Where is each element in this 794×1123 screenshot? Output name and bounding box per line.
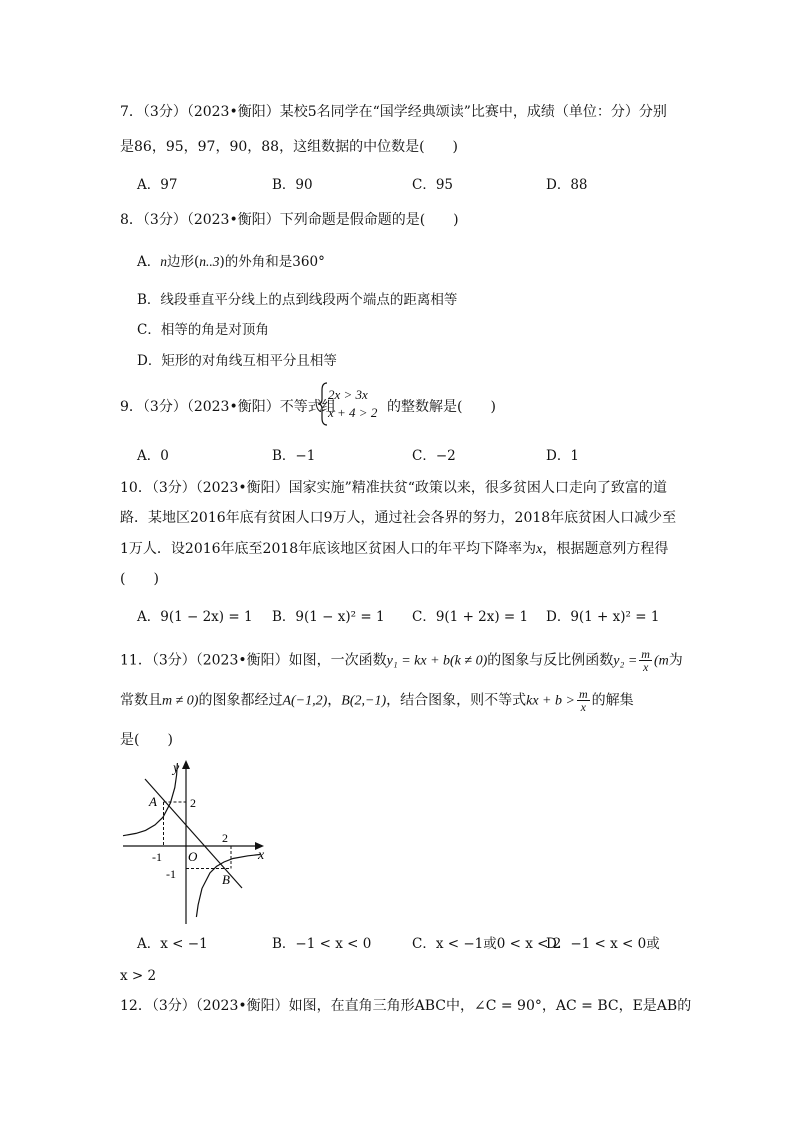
tick-y-neg1: -1	[166, 867, 176, 881]
q11-option-b: B．−1 < x < 0	[272, 936, 372, 952]
point-b-label: B	[222, 872, 230, 887]
q11-l1-c: 的图象与反比例函数	[487, 652, 614, 669]
y-axis-label: y	[173, 761, 180, 776]
q8-option-a-cond: n..3	[199, 254, 220, 269]
q8-option-a-n: n	[160, 254, 167, 269]
q7-stem-line2: 是86，95，97，90，88，这组数据的中位数是( )	[120, 139, 458, 155]
q11-l2-i: 的解集	[591, 692, 634, 709]
q11-l2-b: m ≠ 0)	[162, 693, 199, 709]
q11-option-a: A．x < −1	[137, 936, 208, 952]
q11-frac2-den: x	[580, 700, 586, 714]
q11-l1-f: 为	[668, 652, 683, 669]
q8-option-a-end: )的外角和是360°	[219, 254, 325, 270]
q8-option-b: B．线段垂直平分线上的点到线段两个端点的距离相等	[137, 292, 458, 308]
q11-frac-den: x	[642, 660, 649, 674]
origin-label: O	[188, 849, 198, 864]
q11-stem-line1	[120, 648, 683, 673]
q9-stem-pre: 9．（3分）（2023•衡阳）不等式组	[120, 399, 336, 415]
q11-l2-a: 常数且	[120, 692, 162, 709]
q11-graph	[118, 757, 278, 929]
q11-l2-g: ，结合图象，则不等式	[386, 692, 527, 709]
q12-stem-line1: 12．（3分）（2023•衡阳）如图，在直角三角形ABC中，∠C = 90°，AC = BC，E是AB的	[120, 998, 692, 1014]
q8-stem: 8．（3分）（2023•衡阳）下列命题是假命题的是( )	[120, 212, 459, 228]
q10-stem-line4: ( )	[120, 571, 159, 587]
q8-option-a-prefix: A．	[137, 254, 161, 270]
q10-stem-line2: 路．某地区2016年底有贫困人口9万人，通过社会各界的努力，2018年底贫困人口减少至	[120, 510, 677, 526]
x-axis-label: x	[258, 848, 265, 863]
q11-l2-c: 的图象都经过	[198, 692, 283, 709]
q7-option-c: C．95	[412, 177, 454, 193]
q7-option-d: D．88	[546, 177, 588, 193]
q8-option-a	[137, 252, 325, 272]
q7-stem-line1: 7．（3分）（2023•衡阳）某校5名同学在“国学经典颂读”比赛中，成绩（单位：分）分别	[120, 104, 667, 120]
q11-frac2-num: m	[578, 687, 588, 701]
q11-stem-line3: 是( )	[120, 732, 173, 748]
q9-option-a: A．0	[137, 448, 169, 464]
q8-option-d: D．矩形的对角线互相平分且相等	[137, 353, 337, 369]
tick-x-2: 2	[222, 831, 228, 845]
q11-option-d-continued: x > 2	[120, 968, 157, 984]
q10-stem-line3	[120, 539, 668, 560]
q8-option-a-mid: 边形(	[167, 254, 200, 270]
q9-system-line1: 2x > 3x	[328, 387, 368, 402]
q11-l1-e: (m	[653, 653, 669, 669]
q9-option-d: D．1	[546, 448, 579, 464]
q11-fraction-m-over-x	[639, 648, 652, 673]
q7-option-a: A．97	[137, 177, 178, 193]
y-axis-arrow	[182, 760, 190, 769]
q10-line3-text: 1万人．设2016年底至2018年底该地区贫困人口的年平均下降率为	[120, 541, 537, 557]
q11-fraction-ineq	[577, 688, 590, 713]
q9-system-line2: x + 4 > 2	[328, 405, 378, 420]
q8-option-c: C．相等的角是对顶角	[137, 322, 269, 338]
tick-y-2: 2	[190, 796, 196, 810]
q10-option-d: D．9(1 + x)² = 1	[546, 609, 660, 625]
q10-option-a: A．9(1 − 2x) = 1	[137, 609, 253, 625]
q11-l2-h: kx + b >	[526, 693, 575, 709]
q11-l1-b: y₁ = kx + b(k ≠ 0)	[386, 653, 488, 669]
q11-stem-line2	[120, 688, 634, 713]
q9-system	[328, 386, 377, 422]
q11-frac-num: m	[641, 647, 650, 661]
q11-option-d: D．−1 < x < 0或	[546, 936, 660, 952]
q10-option-b: B．9(1 − x)² = 1	[272, 609, 385, 625]
point-a-label: A	[149, 794, 157, 809]
q11-l1-d: y₂ =	[613, 653, 638, 669]
q10-line3-var: x	[536, 542, 543, 557]
tick-x-neg1: -1	[152, 850, 162, 864]
q9-option-c: C．−2	[412, 448, 456, 464]
q9-stem-post: 的整数解是( )	[387, 399, 496, 415]
q9-option-b: B．−1	[272, 448, 316, 464]
q10-option-c: C．9(1 + 2x) = 1	[412, 609, 529, 625]
q11-l2-d: A(−1,2)	[282, 693, 328, 709]
q10-stem-line1: 10．（3分）（2023•衡阳）国家实施”精准扶贫“政策以来，很多贫困人口走向了致富的道	[120, 480, 667, 496]
q11-option-c: C．x < −1或0 < x < 2	[412, 936, 562, 952]
q11-l2-f: B(2,−1)	[341, 693, 387, 709]
q11-l1-a: 11．（3分）（2023•衡阳）如图，一次函数	[120, 652, 387, 669]
q9-brace	[318, 382, 328, 426]
q11-l2-e: ，	[327, 692, 342, 709]
q7-option-b: B．90	[272, 177, 313, 193]
q10-line3-end: ，根据题意列方程得	[542, 541, 669, 557]
